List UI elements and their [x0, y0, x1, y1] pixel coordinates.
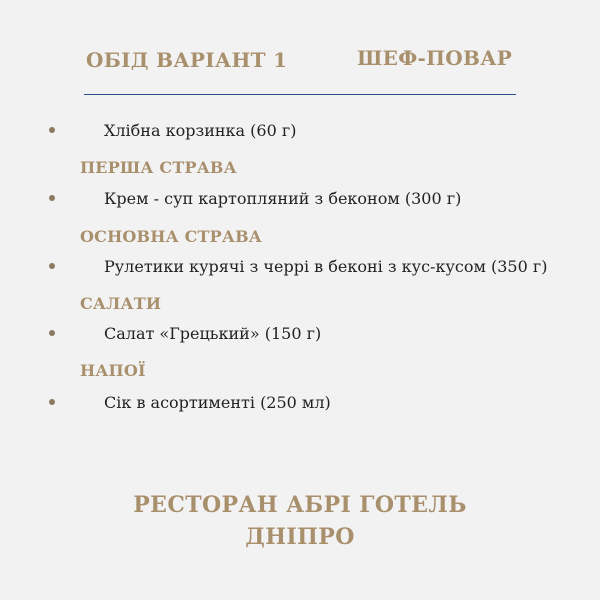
- bullet-icon: [49, 330, 55, 336]
- header-divider: [84, 94, 516, 95]
- restaurant-name-line-2: ДНІПРО: [245, 524, 355, 550]
- bullet-icon: [49, 195, 55, 201]
- menu-item-text: Рулетики курячі з черрі в беконі з кус-кусом (350 г): [104, 257, 548, 276]
- section-heading-first-course: ПЕРША СТРАВА: [80, 158, 237, 177]
- menu-item-juice: [0, 393, 600, 417]
- menu-subtitle-chef: ШЕФ-ПОВАР: [357, 46, 513, 70]
- menu-item-text: Салат «Грецький» (150 г): [104, 324, 322, 343]
- menu-item-text: Крем - суп картопляний з беконом (300 г): [104, 189, 462, 208]
- menu-item-text: Хлібна корзинка (60 г): [104, 121, 297, 140]
- section-heading-main-course: ОСНОВНА СТРАВА: [80, 227, 263, 246]
- restaurant-name: [0, 489, 600, 553]
- menu-title: ОБІД ВАРІАНТ 1: [86, 48, 288, 72]
- bullet-icon: [49, 127, 55, 133]
- section-heading-salads: САЛАТИ: [80, 294, 162, 313]
- bullet-icon: [49, 399, 55, 405]
- menu-item-soup: [0, 189, 600, 213]
- menu-item-salad: [0, 324, 600, 348]
- bullet-icon: [49, 263, 55, 269]
- restaurant-name-line-1: РЕСТОРАН АБРІ ГОТЕЛЬ: [133, 492, 467, 518]
- menu-item-text: Сік в асортименті (250 мл): [104, 393, 331, 412]
- menu-item-main: [0, 257, 600, 281]
- menu-item-bread: [0, 121, 600, 145]
- section-heading-drinks: НАПОЇ: [80, 361, 146, 380]
